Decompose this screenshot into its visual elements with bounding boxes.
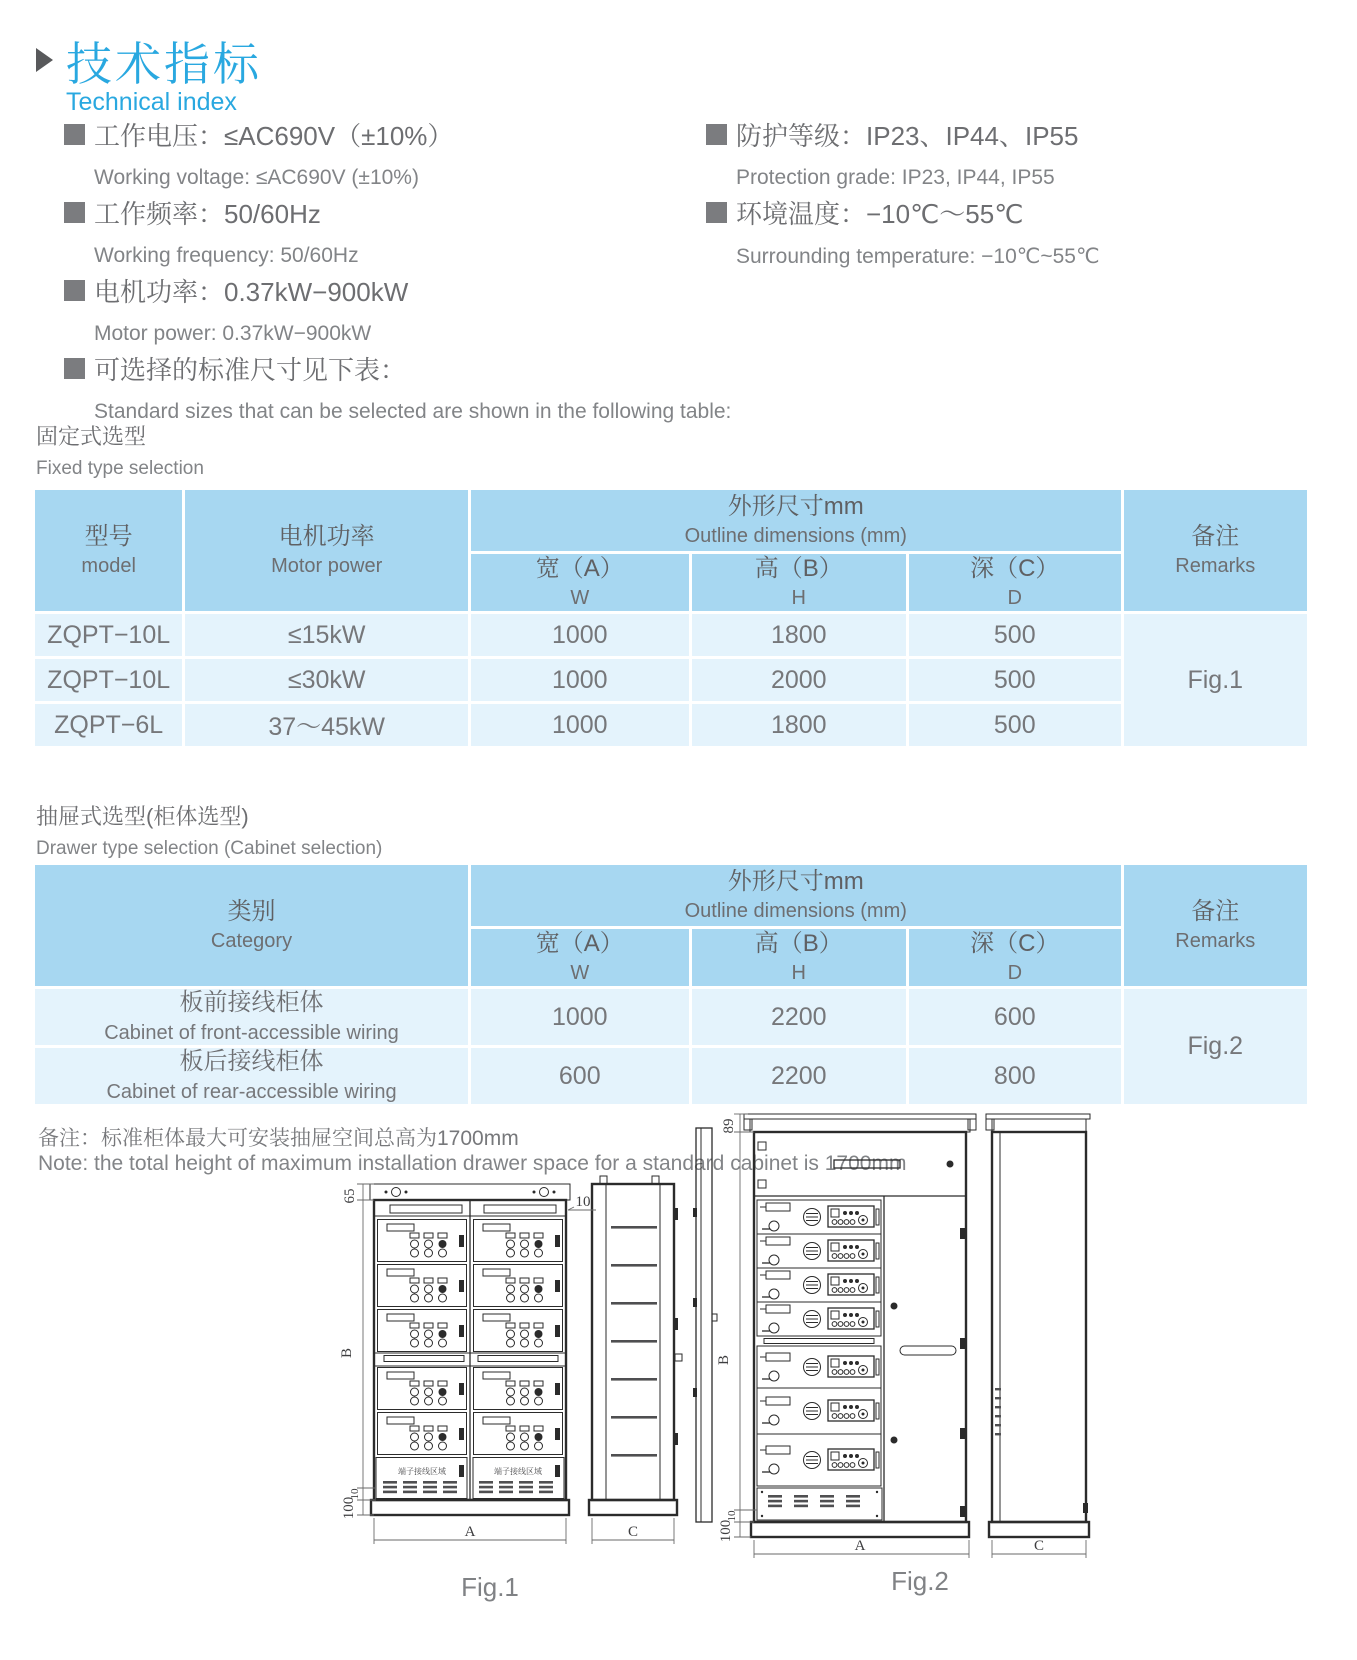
cell-category-en: Cabinet of rear-accessible wiring [106,1080,397,1103]
header-dims-en: Outline dimensions (mm) [684,525,907,547]
header-remarks-en: Remarks [1175,555,1256,577]
fig1 [330,1148,700,1568]
table-row [34,1047,1309,1106]
cell-remarks: Fig.2 [1122,988,1308,1106]
note-zh: 备注：标准柜体最大可安装抽屉空间总高为1700mm [38,1127,519,1150]
fig2-front-view [744,1114,976,1537]
cell-category [34,988,470,1047]
fig2-drawing [688,1088,1100,1568]
header-width-en: W [570,962,590,984]
bullet-square-icon [64,280,85,301]
cell-height: 1800 [690,613,908,658]
header-category [34,864,470,988]
cell-motor-power: ≤15kW [184,613,470,658]
cell-category-zh: 板后接线柜体 [179,1048,324,1076]
header-depth-en: D [1007,587,1022,609]
table-row [34,658,1309,703]
table-row [34,613,1309,658]
dim-label-100: 100 [718,1519,734,1543]
header-depth [908,928,1123,988]
dim-label-10-top: 10 [575,1194,591,1210]
header-remarks [1122,864,1308,988]
section-title-en: Drawer type selection (Cabinet selection) [36,838,383,859]
fig1-caption: Fig.1 [461,1572,519,1602]
header-height [690,553,908,613]
fig2 [688,1088,1100,1568]
fig1-side-view [589,1176,682,1515]
cell-model: ZQPT−10L [34,658,184,703]
spec-text-zh: 工作电压：≤AC690V（±10%） [94,121,454,151]
spec-text-zh: 电机功率：0.37kW−900kW [94,277,409,307]
header-dims-zh: 外形尺寸mm [727,493,864,520]
cell-model: ZQPT−6L [34,703,184,748]
header-motor-zh: 电机功率 [278,523,375,550]
dim-label-89: 89 [721,1118,737,1134]
cell-remarks: Fig.1 [1122,613,1308,748]
dim-label-c: C [627,1524,639,1540]
header-remarks [1122,489,1308,613]
header-width [470,553,691,613]
header-outline-dimensions [470,489,1123,553]
fig2-side-view [986,1114,1090,1537]
bullet-square-icon [706,202,727,223]
terminal-area-label: 端子接线区域 [494,1467,542,1476]
note-en: Note: the total height of maximum installation drawer space for a standard cabinet is 1700mm [38,1152,907,1175]
header-remarks-zh: 备注 [1191,523,1240,550]
spec-text-zh: 防护等级：IP23、IP44、IP55 [736,121,1079,151]
cell-depth: 500 [908,703,1123,748]
cell-height: 2000 [690,658,908,703]
section-title-zh: 固定式选型 [36,424,147,449]
cell-height: 1800 [690,703,908,748]
spec-item [64,194,359,268]
header-outline-dimensions [470,864,1123,928]
header-dims-en: Outline dimensions (mm) [684,900,907,922]
dim-label-b: B [339,1347,355,1359]
drawer-table [32,862,1310,1107]
header-depth-zh: 深（C） [970,930,1060,957]
header-height [690,928,908,988]
cell-depth: 500 [908,613,1123,658]
cell-motor-power: 37～45kW [184,703,470,748]
header-height-zh: 高（B） [754,930,843,957]
fig1-front-view [370,1184,570,1515]
cell-width: 1000 [470,613,691,658]
cell-width: 600 [470,1047,691,1106]
section-title-en: Fixed type selection [36,458,204,479]
header-motor-power [184,489,470,613]
header-motor-en: Motor power [271,555,383,577]
cell-width: 1000 [470,988,691,1047]
spec-text-en: Motor power: 0.37kW−900kW [94,322,372,345]
header-remarks-en: Remarks [1175,930,1256,952]
fig2-caption: Fig.2 [891,1566,949,1596]
dim-label-100: 100 [341,1496,357,1520]
header-depth-zh: 深（C） [970,555,1060,582]
header-width-zh: 宽（A） [535,555,624,582]
bullet-square-icon [64,124,85,145]
cell-height: 2200 [690,1047,908,1106]
cell-width: 1000 [470,658,691,703]
spec-text-zh: 可选择的标准尺寸见下表： [94,355,407,385]
spec-text-zh: 环境温度：−10℃～55℃ [736,199,1024,229]
page-title-en: Technical index [66,88,237,116]
dim-label-a: A [854,1538,866,1554]
bullet-square-icon [706,124,727,145]
spec-text-en: Surrounding temperature: −10℃~55℃ [736,245,1100,268]
spec-item [64,272,408,346]
header-width-zh: 宽（A） [535,930,624,957]
dim-label-65: 65 [342,1188,358,1204]
header-height-zh: 高（B） [754,555,843,582]
header-depth-en: D [1007,962,1023,984]
dim-label-10: 10 [726,1510,738,1522]
dim-label-a: A [464,1524,476,1540]
header-category-en: Category [210,930,293,952]
fixed-section-label [36,420,204,480]
dim-label-b: B [716,1354,732,1366]
spec-text-en: Protection grade: IP23, IP44, IP55 [736,166,1055,189]
cell-width: 1000 [470,703,691,748]
cell-category-en: Cabinet of front-accessible wiring [104,1021,399,1044]
bullet-square-icon [64,358,85,379]
cell-depth: 500 [908,658,1123,703]
cell-category [34,1047,470,1106]
header-model [34,489,184,613]
header-width [470,928,691,988]
fig1-drawing [330,1148,700,1568]
spec-text-en: Working frequency: 50/60Hz [94,244,359,267]
table-row [34,988,1309,1047]
spec-item [706,116,1078,190]
table-row [34,703,1309,748]
spec-item [64,116,453,190]
spec-text-en: Working voltage: ≤AC690V (±10%) [94,166,419,189]
cell-depth: 600 [908,988,1123,1047]
drawer-section-label [36,800,382,860]
terminal-area-label: 端子接线区域 [398,1467,446,1476]
bullet-square-icon [64,202,85,223]
header-model-en: model [81,555,136,577]
page-title-zh: 技术指标 [66,38,262,90]
spec-text-en: Standard sizes that can be selected are shown in the following table: [94,400,732,423]
cell-depth: 800 [908,1047,1123,1106]
spec-text-zh: 工作频率：50/60Hz [94,199,321,229]
cell-motor-power: ≤30kW [184,658,470,703]
spec-item [64,350,731,424]
dim-label-10: 10 [349,1488,361,1500]
spec-item [706,194,1100,269]
section-title-zh: 抽屉式选型(柜体选型) [36,804,249,829]
header-height-en: H [791,587,806,609]
header-depth [908,553,1123,613]
header-model-zh: 型号 [84,523,133,550]
cell-height: 2200 [690,988,908,1047]
header-width-en: W [570,587,590,609]
header-category-zh: 类别 [227,898,276,925]
header-remarks-zh: 备注 [1191,898,1240,925]
fig2-rear-profile [693,1128,717,1522]
dim-label-c: C [1033,1538,1045,1554]
cell-category-zh: 板前接线柜体 [179,989,324,1017]
cell-model: ZQPT−10L [34,613,184,658]
header-dims-zh: 外形尺寸mm [727,868,864,895]
header-height-en: H [791,962,806,984]
section-arrow-icon [36,48,53,72]
fixed-table [32,487,1310,749]
